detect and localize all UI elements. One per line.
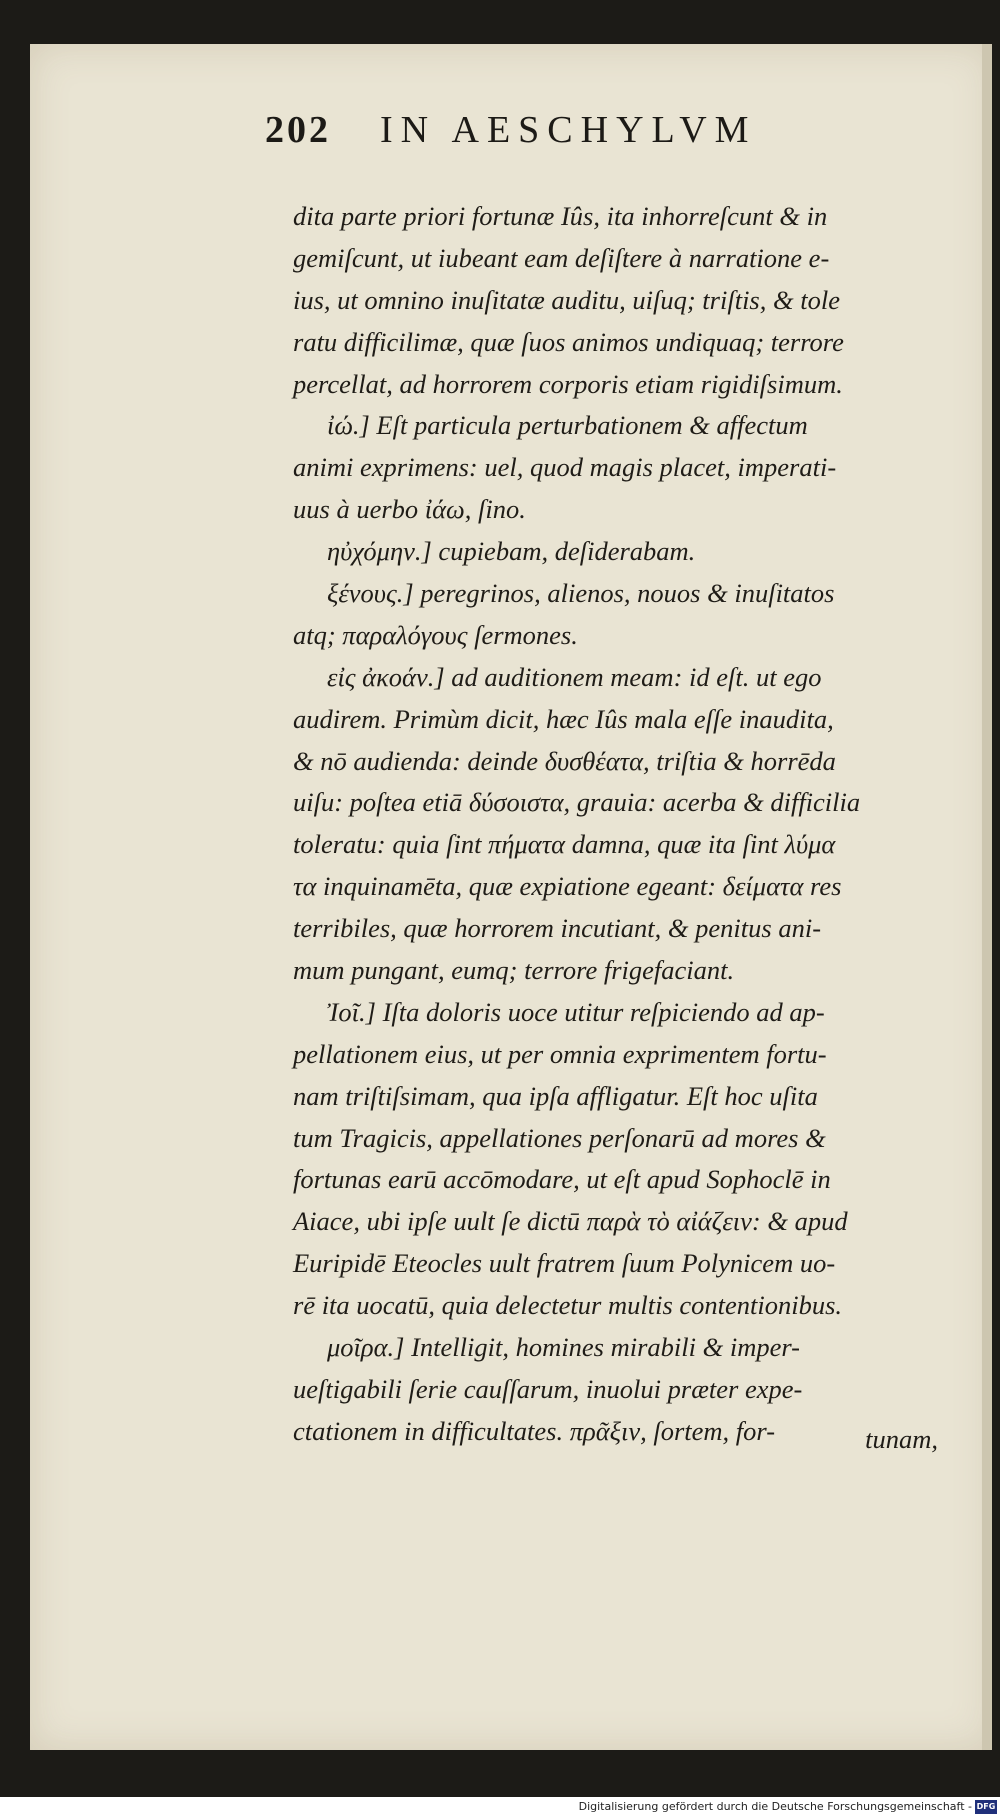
text-line: ius, ut omnino inuſitatæ auditu, uiſuq; triſtis, & tole — [293, 284, 840, 315]
text-line: τα inquinamēta, quæ expiatione egeant: δείματα res — [293, 871, 842, 902]
text-line: dita parte priori fortunæ Iûs, ita inhorreſcunt & in — [293, 201, 828, 231]
page-number: 202 — [265, 109, 331, 151]
text-line: fortunas earū accōmodare, ut eſt apud Sophoclē in — [293, 1164, 831, 1195]
text-line: ueſtigabili ſerie cauſſarum, inuolui præter expe- — [293, 1373, 803, 1404]
text-line: tum Tragicis, appellationes perſonarū ad mores & — [293, 1122, 826, 1153]
text-line: toleratu: quia ſint πήματα damna, quæ ita ſint λύμα — [293, 829, 836, 860]
text-line: uiſu: poſtea etiā δύσοιστα, grauia: acerba & difficilia — [293, 787, 861, 818]
text-line: terribiles, quæ horrorem incutiant, & penitus ani- — [293, 913, 822, 944]
page-header — [265, 108, 965, 168]
text-line: μοῖρα.] Intelligit, homines mirabili & imper- — [327, 1332, 800, 1363]
text-line: pellationem eius, ut per omnia exprimentem fortu- — [293, 1038, 827, 1069]
text-line: Ἰοῖ.] Iſta doloris uoce utitur reſpiciendo ad ap- — [327, 996, 825, 1027]
text-line: Aiace, ubi ipſe uult ſe dictū παρὰ τὸ αἰάζειν: & apud — [293, 1206, 848, 1237]
text-line: atq; παραλόγους ſermones. — [293, 619, 578, 650]
text-line: εἰς ἀκοάν.] ad auditionem meam: id eſt. ut ego — [327, 661, 822, 692]
text-line: ἰώ.] Eſt particula perturbationem & affectum — [327, 410, 808, 441]
text-line: nam triſtiſsimam, qua ipſa affligatur. Eſt hoc uſita — [293, 1080, 818, 1111]
text-line: gemiſcunt, ut iubeant eam deſiſtere à narratione e- — [293, 242, 830, 273]
text-line: ratu difficilimæ, quæ ſuos animos undiquaq; terrore — [293, 326, 844, 357]
text-line: mum pungant, eumq; terrore frigefaciant. — [293, 955, 735, 986]
text-line: percellat, ad horrorem corporis etiam rigidiſsimum. — [293, 368, 843, 399]
catchword-text: tunam, — [865, 1424, 938, 1454]
running-head: IN AESCHYLVM — [380, 109, 757, 151]
footer-credit: Digitalisierung gefördert durch die Deutsche Forschungsgemeinschaft - — [578, 1800, 972, 1813]
digitization-footer — [0, 1797, 1000, 1819]
text-line: ηὐχόμην.] cupiebam, deſiderabam. — [327, 536, 696, 567]
text-line: ξένους.] peregrinos, alienos, nouos & inuſitatos — [327, 578, 835, 609]
text-line: Euripidē Eteocles uult fratrem ſuum Polynicem uo- — [293, 1248, 836, 1279]
text-line: animi exprimens: uel, quod magis placet, imperati- — [293, 452, 837, 483]
page-edge — [982, 44, 992, 1750]
text-line: rē ita uocatū, quia delectetur multis contentionibus. — [293, 1290, 843, 1321]
text-line: & nō audienda: deinde δυσθέατα, triſtia & horrēda — [293, 745, 836, 776]
catchword — [293, 1419, 938, 1461]
text-line: uus à uerbo ἰάω, ſino. — [293, 494, 526, 525]
text-line: ctationem in difficultates. πρᾶξιν, ſortem, for- — [293, 1415, 776, 1446]
dfg-logo-icon: DFG — [975, 1800, 997, 1814]
text-line: audirem. Primùm dicit, hæc Iûs mala eſſe inaudita, — [293, 703, 834, 734]
body-text — [293, 196, 938, 1453]
